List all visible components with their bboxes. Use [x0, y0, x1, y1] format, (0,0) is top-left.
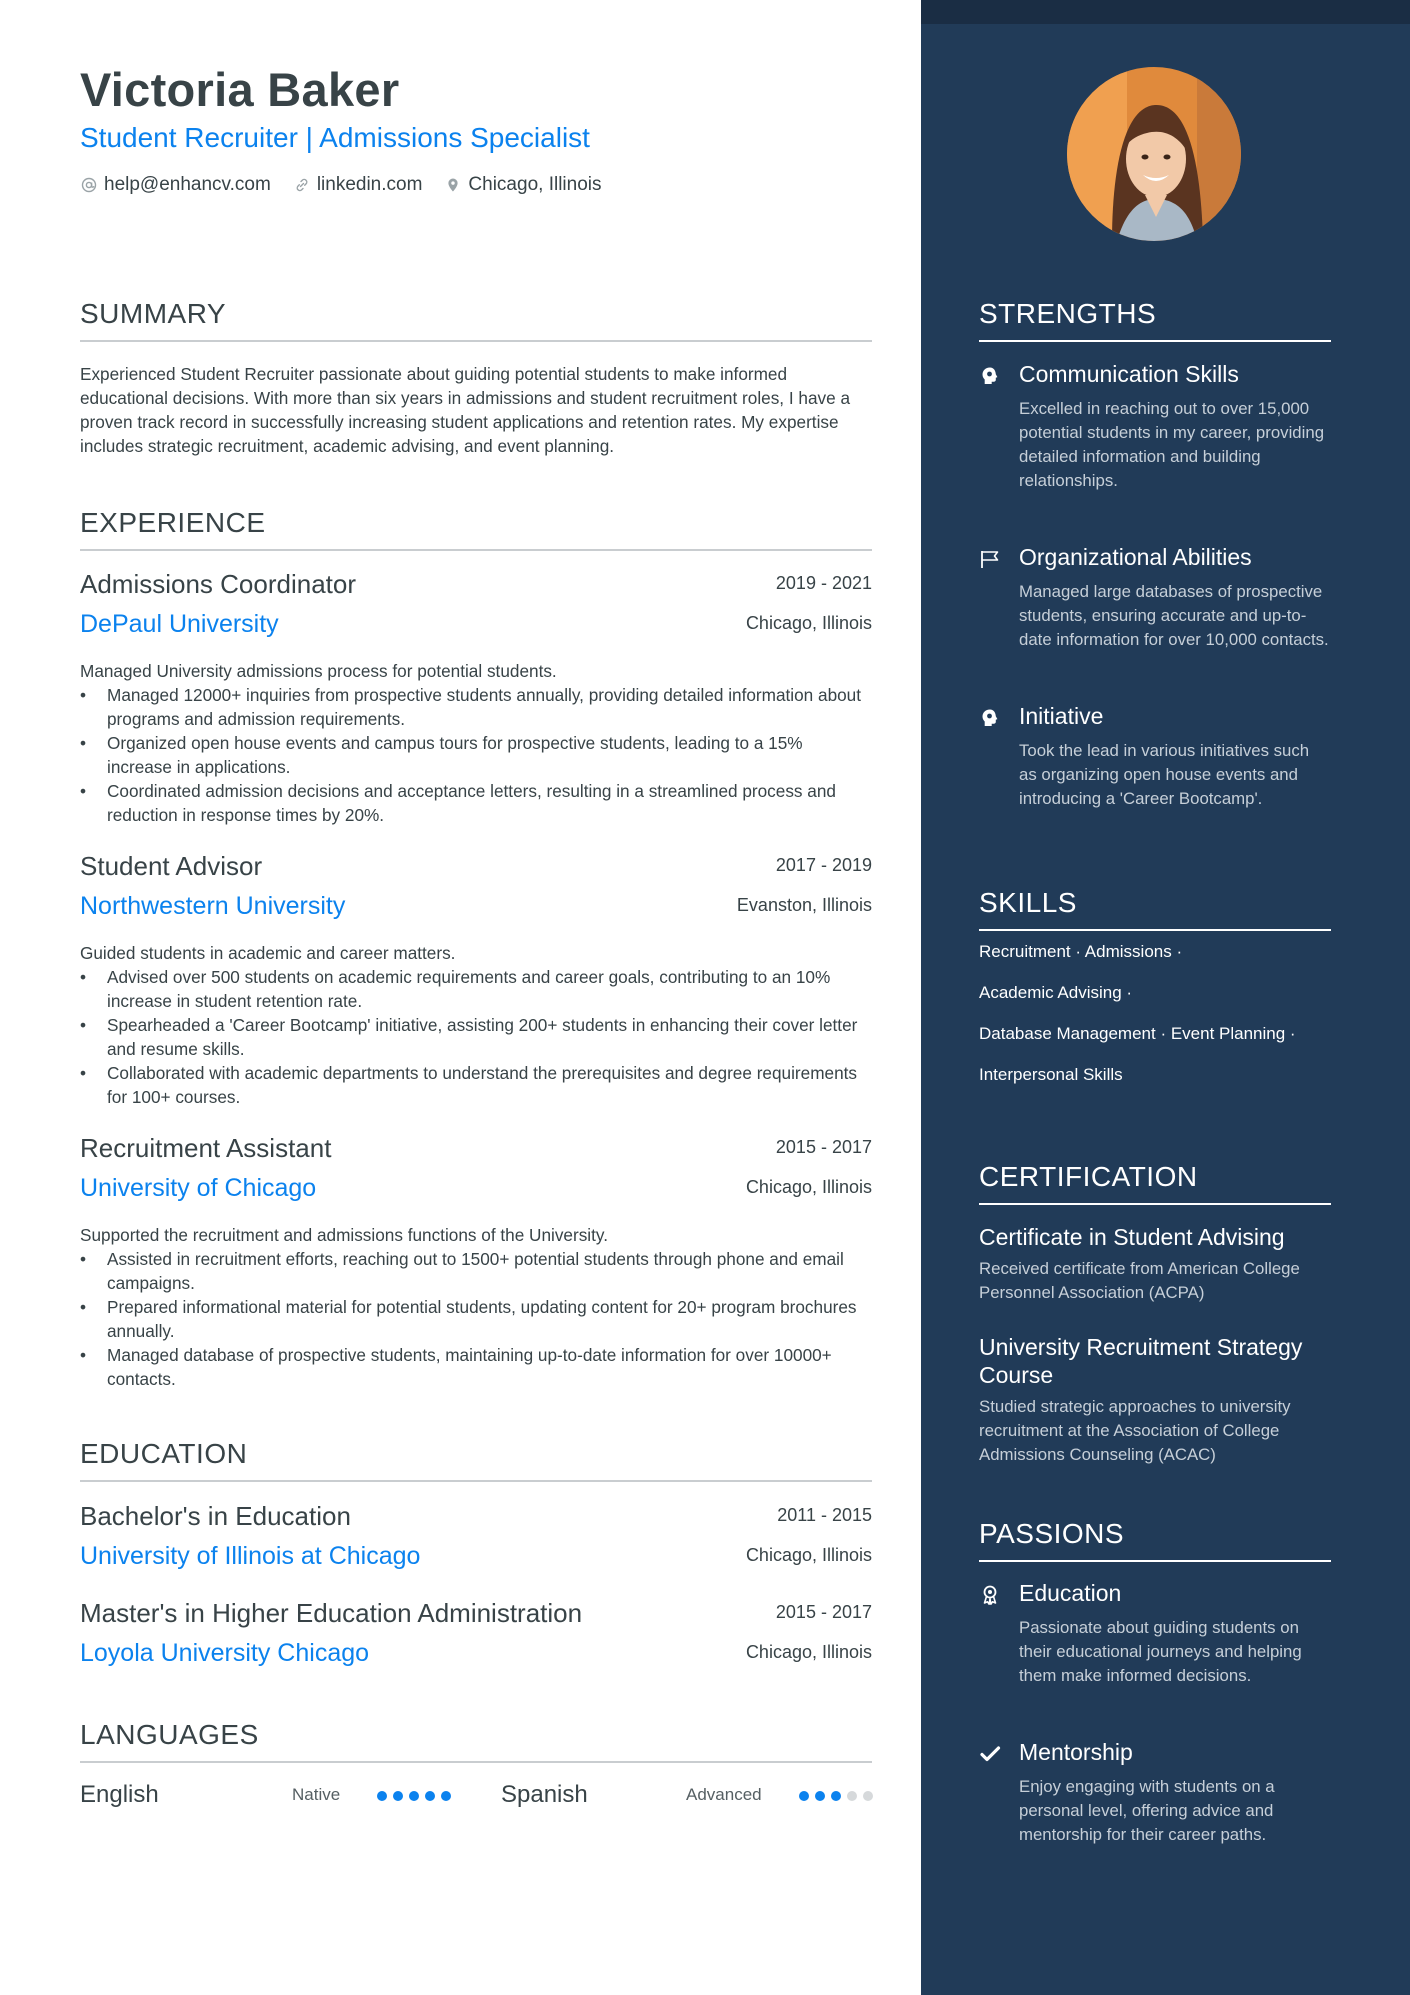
- language-level: Native: [292, 1785, 341, 1804]
- candidate-name: Victoria Baker: [80, 63, 400, 116]
- strength-description: Managed large databases of prospective students, ensuring accurate and up-to-date information for over 10,000 contacts.: [1019, 582, 1329, 649]
- rating-dot-filled: [831, 1791, 841, 1801]
- head-icon: [979, 365, 1001, 387]
- avatar: [1067, 67, 1241, 241]
- experience-heading: [80, 507, 872, 539]
- job-organization: Northwestern University: [80, 892, 346, 920]
- education-dates: 2011 - 2015: [777, 1505, 872, 1525]
- job-bullet: • Managed database of prospective students, maintaining up-to-date information for over 10000+ contacts.: [80, 1343, 872, 1391]
- school-name: University of Illinois at Chicago: [80, 1542, 421, 1570]
- language-level: Advanced: [686, 1785, 762, 1804]
- rating-dot-filled: [409, 1791, 419, 1801]
- rating-dot-empty: [847, 1791, 857, 1801]
- sidebar-top-band: [921, 0, 1410, 24]
- language-name: Spanish: [501, 1781, 588, 1808]
- skill-line: Interpersonal Skills: [979, 1065, 1123, 1084]
- education-divider: [80, 1480, 872, 1482]
- rating-dot-filled: [799, 1791, 809, 1801]
- flag-icon: [979, 548, 1001, 570]
- education-dates: 2015 - 2017: [775, 1602, 872, 1622]
- languages-list: [80, 1781, 872, 1813]
- skills-heading: [979, 887, 1331, 919]
- website-text: linkedin.com: [316, 174, 423, 195]
- language-rating: [799, 1791, 879, 1801]
- languages-heading: [80, 1719, 872, 1751]
- rating-dot-filled: [425, 1791, 435, 1801]
- rating-dot-filled: [441, 1791, 451, 1801]
- passions-heading: [979, 1518, 1331, 1550]
- passions-divider: [979, 1560, 1331, 1562]
- summary-heading: [80, 298, 872, 330]
- contact-location: [444, 174, 601, 196]
- skill-line: Database Management · Event Planning ·: [979, 1024, 1296, 1043]
- passion-title: Mentorship: [1019, 1739, 1133, 1765]
- location-pin-icon: [444, 176, 462, 194]
- link-icon: [293, 176, 311, 194]
- strength-title: Initiative: [1019, 703, 1104, 729]
- strengths-heading: [979, 298, 1331, 330]
- strength-title: Communication Skills: [1019, 361, 1239, 387]
- job-dates: 2017 - 2019: [775, 855, 872, 875]
- education-heading-text: EDUCATION: [80, 1438, 248, 1469]
- summary-text: Experienced Student Recruiter passionate about guiding potential students to make informed educational decisions. With more than six years in admissions and student recruitment roles, I have a proven track record in successfully increasing student applications and retention rates. My expertise includes strategic recruitment, academic advising, and event planning.: [80, 364, 850, 456]
- certification-title: Certificate in Student Advising: [979, 1224, 1285, 1250]
- job-location: Evanston, Illinois: [736, 895, 872, 915]
- job-bullet: • Collaborated with academic departments to understand the prerequisites and degree requirements for 100+ courses.: [80, 1061, 872, 1109]
- job-bullet: • Coordinated admission decisions and acceptance letters, resulting in a streamlined process and reduction in response times by 20%.: [80, 779, 872, 827]
- contact-email[interactable]: [80, 174, 271, 196]
- skill-line: Recruitment · Admissions ·: [979, 942, 1183, 961]
- job-title: Recruitment Assistant: [80, 1133, 332, 1163]
- skills-divider: [979, 929, 1331, 931]
- job-organization: DePaul University: [80, 610, 279, 638]
- certification-divider: [979, 1203, 1331, 1205]
- certification-title: University Recruitment Strategy Course: [979, 1334, 1303, 1388]
- job-bullets: [80, 683, 872, 827]
- job-organization: University of Chicago: [80, 1174, 317, 1202]
- experience-divider: [80, 549, 872, 551]
- job-bullet: • Organized open house events and campus tours for prospective students, leading to a 15% increase in applications.: [80, 731, 872, 779]
- certification-heading: [979, 1161, 1331, 1193]
- location-text: Chicago, Illinois: [468, 174, 602, 195]
- school-name: Loyola University Chicago: [80, 1639, 370, 1667]
- job-title: Student Advisor: [80, 851, 263, 881]
- strengths-divider: [979, 340, 1331, 342]
- school-location: Chicago, Illinois: [745, 1642, 872, 1662]
- school-location: Chicago, Illinois: [745, 1545, 872, 1565]
- certification-heading-text: CERTIFICATION: [979, 1161, 1198, 1192]
- experience-heading-text: EXPERIENCE: [80, 507, 266, 538]
- contact-website[interactable]: [293, 174, 423, 196]
- job-dates: 2015 - 2017: [775, 1137, 872, 1157]
- strength-description: Excelled in reaching out to over 15,000 potential students in my career, providing detailed information and building relationships.: [1019, 399, 1325, 490]
- strength-title: Organizational Abilities: [1019, 544, 1252, 570]
- job-bullet: • Managed 12000+ inquiries from prospective students annually, providing detailed information about programs and admission requirements.: [80, 683, 872, 731]
- certification-item: [979, 1333, 1331, 1467]
- job-description: Guided students in academic and career matters.: [80, 943, 456, 963]
- job-location: Chicago, Illinois: [745, 613, 872, 633]
- summary-divider: [80, 340, 872, 342]
- job-description: Managed University admissions process for potential students.: [80, 661, 557, 681]
- job-bullet: • Prepared informational material for potential students, updating content for 20+ program brochures annually.: [80, 1295, 872, 1343]
- job-bullet: • Advised over 500 students on academic requirements and career goals, contributing to an 10% increase in student retention rate.: [80, 965, 872, 1013]
- email-text: help@enhancv.com: [104, 174, 271, 195]
- certification-description: Studied strategic approaches to university recruitment at the Association of College Admissions Counseling (ACAC): [979, 1397, 1291, 1464]
- job-bullet: • Assisted in recruitment efforts, reaching out to 1500+ potential students through phone and email campaigns.: [80, 1247, 872, 1295]
- passion-description: Passionate about guiding students on their educational journeys and helping them make informed decisions.: [1019, 1618, 1302, 1685]
- passions-heading-text: PASSIONS: [979, 1518, 1125, 1549]
- job-bullets: [80, 1247, 872, 1391]
- degree-title: Bachelor's in Education: [80, 1501, 351, 1531]
- skill-line: Academic Advising ·: [979, 983, 1133, 1002]
- language-item: [80, 1781, 159, 1809]
- languages-heading-text: LANGUAGES: [80, 1719, 259, 1750]
- job-bullet: • Spearheaded a 'Career Bootcamp' initiative, assisting 200+ students in enhancing their cover letter and resume skills.: [80, 1013, 872, 1061]
- job-title: Admissions Coordinator: [80, 569, 357, 599]
- at-icon: [80, 176, 98, 194]
- rating-dot-filled: [815, 1791, 825, 1801]
- certification-description: Received certificate from American College Personnel Association (ACPA): [979, 1259, 1300, 1302]
- rating-dot-filled: [393, 1791, 403, 1801]
- head-icon: [979, 707, 1001, 729]
- passion-description: Enjoy engaging with students on a personal level, offering advice and mentorship for their career paths.: [1019, 1777, 1275, 1844]
- job-description: Supported the recruitment and admissions functions of the University.: [80, 1225, 608, 1245]
- candidate-role: Student Recruiter | Admissions Specialist: [80, 122, 590, 153]
- check-icon: [979, 1743, 1001, 1765]
- languages-divider: [80, 1761, 872, 1763]
- rating-dot-empty: [863, 1791, 873, 1801]
- language-rating: [377, 1791, 457, 1801]
- language-item: [501, 1781, 588, 1809]
- rating-dot-filled: [377, 1791, 387, 1801]
- job-location: Chicago, Illinois: [745, 1177, 872, 1197]
- sidebar: [921, 0, 1410, 1995]
- certification-item: [979, 1223, 1331, 1305]
- skills-heading-text: SKILLS: [979, 887, 1077, 918]
- summary-heading-text: SUMMARY: [80, 298, 227, 329]
- contact-bar: [80, 174, 624, 196]
- skills-list: [979, 942, 1331, 1106]
- education-heading: [80, 1438, 872, 1470]
- strengths-heading-text: STRENGTHS: [979, 298, 1157, 329]
- job-bullets: [80, 965, 872, 1109]
- award-icon: [979, 1584, 1001, 1606]
- language-name: English: [80, 1781, 159, 1808]
- degree-title: Master's in Higher Education Administration: [80, 1598, 583, 1628]
- passion-title: Education: [1019, 1580, 1122, 1606]
- job-dates: 2019 - 2021: [775, 573, 872, 593]
- strength-description: Took the lead in various initiatives such as organizing open house events and introducing a 'Career Bootcamp'.: [1019, 741, 1310, 808]
